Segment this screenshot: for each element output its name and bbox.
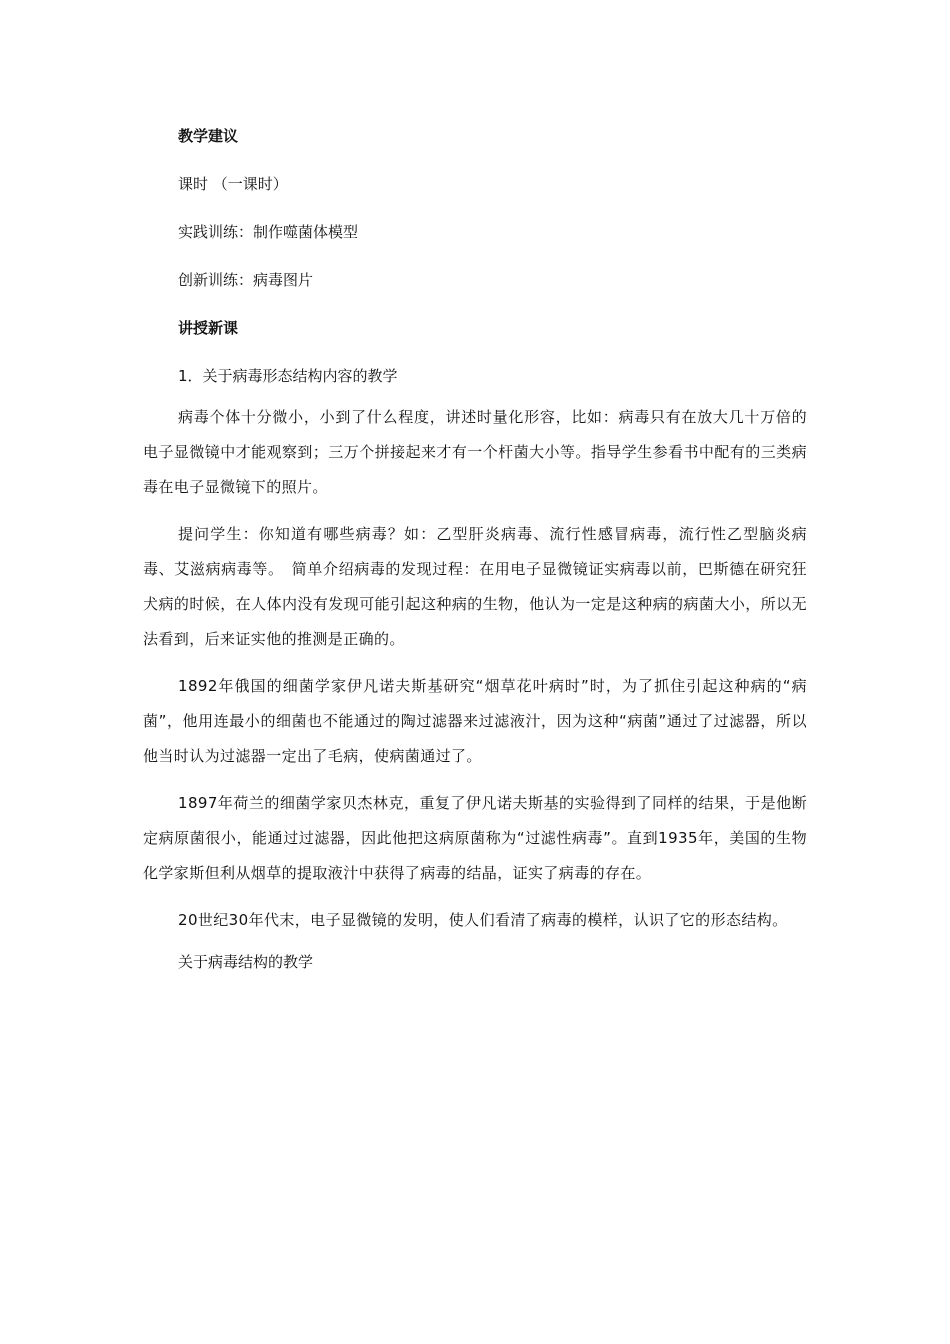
paragraph-1: 病毒个体十分微小，小到了什么程度，讲述时量化形容，比如：病毒只有在放大几十万倍的电子显微镜中才能观察到；三万个拼接起来才有一个杆菌大小等。指导学生参看书中配有的三类病毒在电子显微镜下的照片。 — [143, 408, 807, 496]
item-1-heading: 1．关于病毒形态结构内容的教学 — [178, 367, 398, 385]
innovation-training: 创新训练：病毒图片 — [178, 271, 314, 289]
closing-heading: 关于病毒结构的教学 — [178, 953, 314, 971]
heading-new-lesson: 讲授新课 — [178, 319, 239, 337]
heading-teaching-advice: 教学建议 — [178, 127, 239, 145]
paragraph-5: 20世纪30年代末，电子显微镜的发明，使人们看清了病毒的模样，认识了它的形态结构。 — [178, 911, 788, 929]
document-content — [143, 124, 807, 998]
paragraph-4: 1897年荷兰的细菌学家贝杰林克，重复了伊凡诺夫斯基的实验得到了同样的结果，于是他断定病原菌很小，能通过过滤器，因此他把这病原菌称为“过滤性病毒”。直到1935年，美国的生物化学家斯但利从烟草的提取液汁中获得了病毒的结晶，证实了病毒的存在。 — [143, 794, 807, 882]
paragraph-2: 提问学生：你知道有哪些病毒？如：乙型肝炎病毒、流行性感冒病毒，流行性乙型脑炎病毒、艾滋病病毒等。 简单介绍病毒的发现过程：在用电子显微镜证实病毒以前，巴斯德在研究狂犬病的时候，在人体内没有发现可能引起这种病的生物，他认为一定是这种病的病菌大小，所以无法看到，后来证实他的推测是正确的。 — [143, 525, 807, 648]
lesson-time: 课时 （一课时） — [178, 175, 288, 193]
practice-training: 实践训练：制作噬菌体模型 — [178, 223, 359, 241]
paragraph-3: 1892年俄国的细菌学家伊凡诺夫斯基研究“烟草花叶病时”时，为了抓住引起这种病的“病菌”，他用连最小的细菌也不能通过的陶过滤器来过滤液汁，因为这种“病菌”通过了过滤器，所以他当时认为过滤器一定出了毛病，使病菌通过了。 — [143, 677, 807, 765]
